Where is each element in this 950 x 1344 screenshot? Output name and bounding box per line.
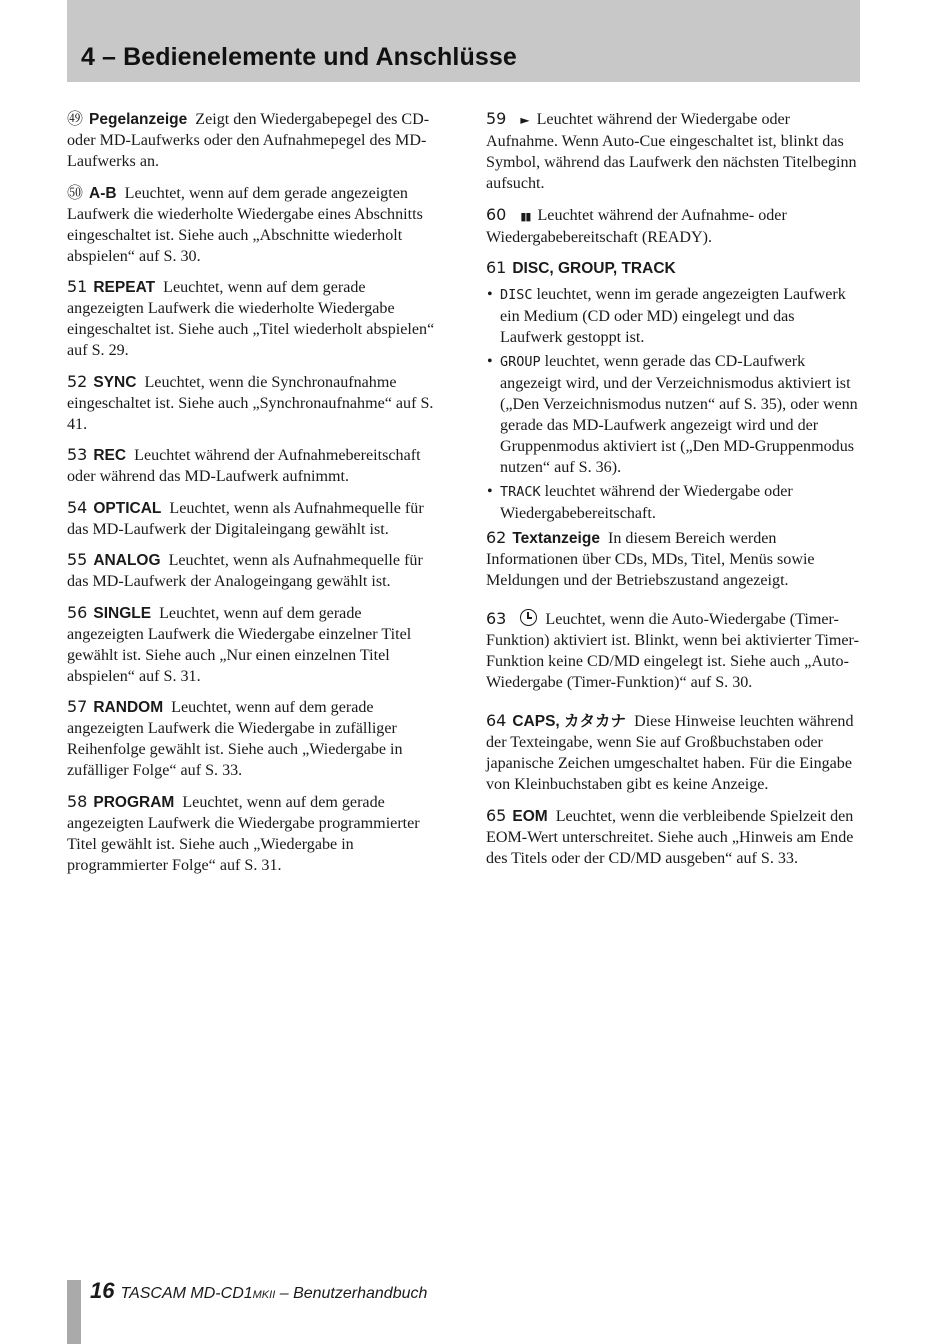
item-text: Leuchtet, wenn auf dem gerade angezeigten Laufwerk die Wiedergabe programmierter Titel gewählt ist. Siehe auch „Wiedergabe in programmierter Folge“ auf S. 31. xyxy=(67,793,420,874)
item-number: 63 xyxy=(486,609,507,628)
entry-single xyxy=(67,602,442,687)
entry-play-indicator xyxy=(486,108,860,194)
left-column xyxy=(67,108,442,885)
footer-bar xyxy=(67,1280,81,1344)
item-text: Leuchtet während der Aufnahme- oder Wiedergabebereitschaft (READY). xyxy=(486,206,787,246)
item-term: EOM xyxy=(512,807,548,825)
item-text: In diesem Bereich werden Informationen über CDs, MDs, Titel, Menüs sowie Meldungen und der Betriebszustand angezeigt. xyxy=(486,530,815,589)
entry-program xyxy=(67,791,442,876)
item-number: 58 xyxy=(67,791,88,811)
timer-clock-icon xyxy=(520,609,537,626)
right-column xyxy=(486,108,860,878)
play-icon: ► xyxy=(520,113,530,127)
item-number: 59 xyxy=(486,109,507,128)
bullet-text: leuchtet während der Wiedergabe oder Wiedergabebereitschaft. xyxy=(500,483,793,522)
item-term: RANDOM xyxy=(93,699,164,716)
bullet-text: leuchtet, wenn gerade das CD-Laufwerk angezeigt wird, und der Verzeichnismodus aktiviert ist („Den Verzeichnismodus nutzen“ auf S. 35), oder wenn gerade das MD-Laufwerk angezeigt wird und der Gruppenmodus aktiviert ist („Den MD-Gruppenmodus nutzen“ auf S. 36). xyxy=(500,353,858,476)
model-name: MD-CD1 xyxy=(190,1285,253,1302)
item-number: 64 xyxy=(486,711,507,730)
item-term: Textanzeige xyxy=(512,530,600,547)
item-number: 55 xyxy=(67,550,88,569)
item-term: SYNC xyxy=(93,373,137,391)
chapter-header-bar xyxy=(67,0,860,82)
item-number: 61 xyxy=(486,258,507,277)
entry-textanzeige xyxy=(486,527,860,591)
item-text: Diese Hinweise leuchten während der Texteingabe, wenn Sie auf Großbuchstaben oder japanische Zeichen umgeschaltet haben. Für die Eingabe von Kleinbuchstaben gibt es keine Anzeige. xyxy=(486,713,854,793)
pause-icon: ▮▮ xyxy=(520,209,531,223)
list-item xyxy=(486,351,860,478)
item-term: REC xyxy=(93,447,127,464)
item-number: ㊿ xyxy=(67,182,84,202)
item-number: 57 xyxy=(67,697,88,716)
item-term: DISC, GROUP, TRACK xyxy=(512,260,676,277)
item-number: 54 xyxy=(67,497,88,517)
list-item xyxy=(486,284,860,348)
item-text: Zeigt den Wiedergabepegel des CD- oder MD-Laufwerks oder den Aufnahmepegel des MD-Laufwerks an. xyxy=(67,111,430,170)
item-number: 53 xyxy=(67,445,88,464)
entry-eom xyxy=(486,805,860,869)
item-term: Pegelanzeige xyxy=(89,111,188,128)
brand-name: TASCAM xyxy=(120,1285,186,1302)
page-number: 16 xyxy=(90,1278,115,1303)
bullet-text: leuchtet, wenn im gerade angezeigten Laufwerk ein Medium (CD oder MD) eingelegt und das Laufwerk gestoppt ist. xyxy=(500,286,846,346)
chapter-title: 4 – Bedienelemente und Anschlüsse xyxy=(81,43,517,71)
entry-repeat xyxy=(67,276,442,361)
entry-optical xyxy=(67,497,442,540)
page-footer xyxy=(90,1278,427,1304)
entry-timer xyxy=(486,608,860,693)
item-text: Leuchtet, wenn als Aufnahmequelle für das MD-Laufwerk der Analogeingang gewählt ist. xyxy=(67,552,423,590)
entry-analog xyxy=(67,549,442,592)
item-term: A-B xyxy=(89,184,117,202)
item-text: Leuchtet, wenn auf dem gerade angezeigten Laufwerk die wiederholte Wiedergabe eingeschaltet ist. Siehe auch „Titel wiederholt abspielen“ auf S. 29. xyxy=(67,279,435,359)
entry-sync xyxy=(67,371,442,435)
item-term: SINGLE xyxy=(93,604,152,622)
indicator-bullet-list xyxy=(486,284,860,524)
item-number: 51 xyxy=(67,277,88,296)
item-number: 62 xyxy=(486,528,507,547)
item-text: Leuchtet, wenn auf dem gerade angezeigten Laufwerk die wiederholte Wiedergabe eines Abschnitts eingeschaltet ist. Siehe auch „Abschnitte wiederholt abspielen“ auf S. 30. xyxy=(67,184,423,265)
item-term: REPEAT xyxy=(93,279,156,296)
item-term: PROGRAM xyxy=(93,793,175,811)
entry-pause-indicator xyxy=(486,204,860,248)
item-term: CAPS, カタカナ xyxy=(512,713,627,730)
item-term: ANALOG xyxy=(93,552,161,569)
bullet-code: DISC xyxy=(500,287,533,303)
bullet-code: TRACK xyxy=(500,484,541,500)
item-text: Leuchtet während der Aufnahmebereitschaft oder während das MD-Laufwerk aufnimmt. xyxy=(67,447,421,485)
entry-a-b xyxy=(67,182,442,267)
item-number: 60 xyxy=(486,204,507,224)
item-text: Leuchtet, wenn als Aufnahmequelle für das MD-Laufwerk der Digitaleingang gewählt ist. xyxy=(67,499,424,538)
item-text: Leuchtet, wenn auf dem gerade angezeigten Laufwerk die Wiedergabe einzelner Titel gewählt ist. Siehe auch „Nur einen einzelnen Titel abspielen“ auf S. 31. xyxy=(67,604,412,685)
entry-caps xyxy=(486,710,860,795)
bullet-code: GROUP xyxy=(500,354,541,370)
list-item xyxy=(486,481,860,524)
item-text: Leuchtet, wenn auf dem gerade angezeigten Laufwerk die Wiedergabe in zufälliger Reihenfolge gewählt ist. Siehe auch „Wiedergabe in zufälliger Folge“ auf S. 33. xyxy=(67,699,403,779)
item-number: 56 xyxy=(67,602,88,622)
item-text: Leuchtet während der Wiedergabe oder Aufnahme. Wenn Auto-Cue eingeschaltet ist, blinkt das Symbol, während das Laufwerk den nächsten Titelbeginn aufsucht. xyxy=(486,111,857,192)
manual-title: – Benutzerhandbuch xyxy=(279,1285,428,1302)
entry-disc-group-track xyxy=(486,257,860,279)
item-term: OPTICAL xyxy=(93,499,162,517)
item-text: Leuchtet, wenn die Auto-Wiedergabe (Timer-Funktion) aktiviert ist. Blinkt, wenn bei aktivierter Timer-Funktion keine CD/MD eingelegt ist. Siehe auch „Auto-Wiedergabe (Timer-Funktion)“ auf S. 30. xyxy=(486,611,859,691)
entry-pegelanzeige xyxy=(67,108,442,172)
entry-rec xyxy=(67,444,442,487)
model-suffix: MKII xyxy=(252,1289,276,1301)
item-number: 52 xyxy=(67,371,88,391)
item-number: ㊾ xyxy=(67,109,84,128)
item-text: Leuchtet, wenn die Synchronaufnahme eingeschaltet ist. Siehe auch „Synchronaufnahme“ auf S. 41. xyxy=(67,373,434,433)
entry-random xyxy=(67,696,442,781)
item-text: Leuchtet, wenn die verbleibende Spielzeit den EOM-Wert unterschreitet. Siehe auch „Hinweis am Ende des Titels oder der CD/MD ausgeben“ auf S. 33. xyxy=(486,807,854,867)
item-number: 65 xyxy=(486,805,507,825)
